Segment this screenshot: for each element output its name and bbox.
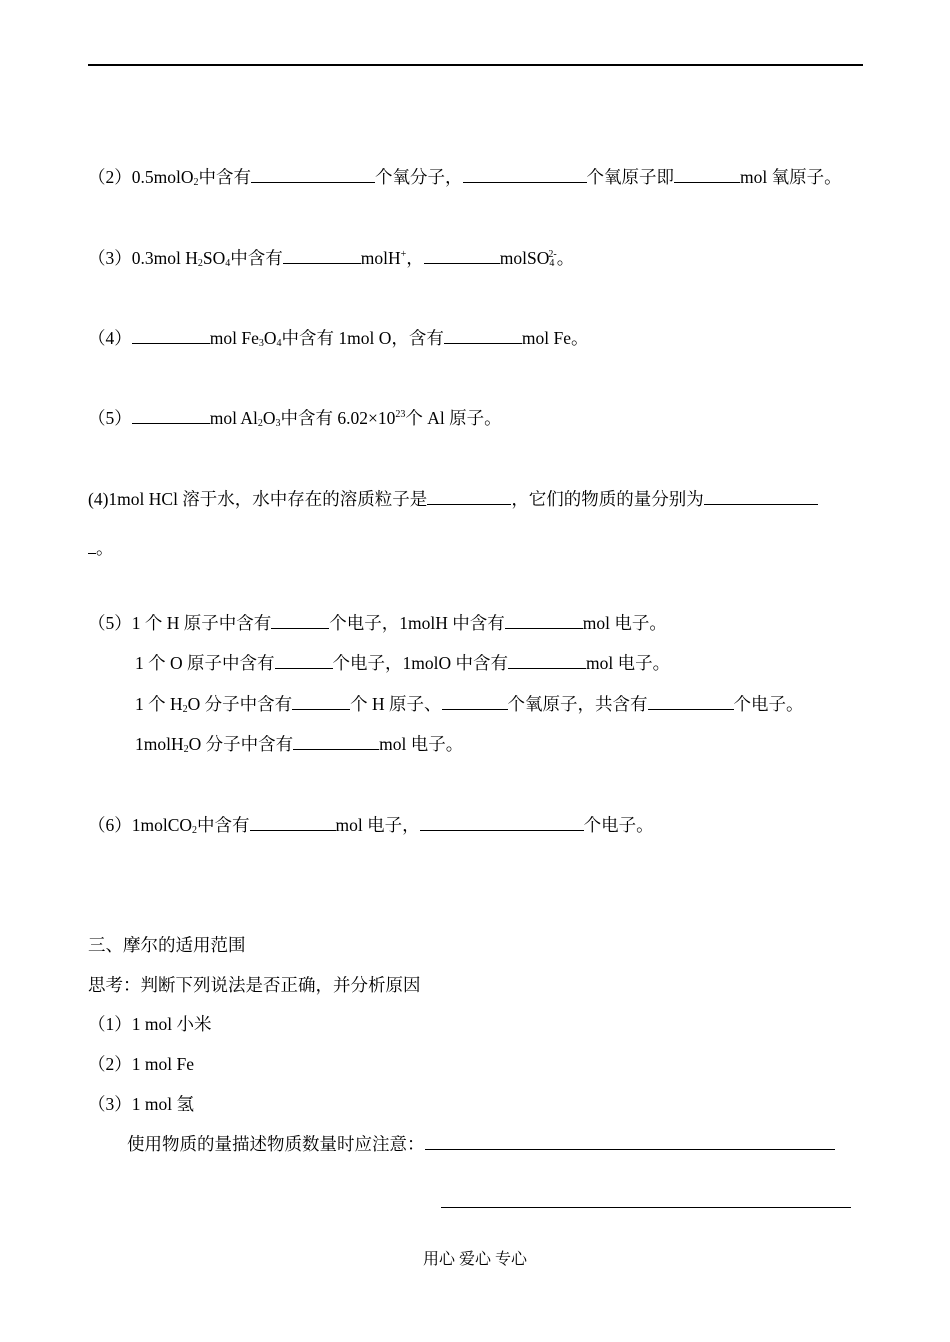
answer-blank[interactable] <box>251 168 375 183</box>
answer-blank[interactable] <box>250 816 336 831</box>
answer-blank[interactable] <box>132 409 210 424</box>
section-3-item-1: （1）1 mol 小米 <box>88 1014 212 1034</box>
answer-blank[interactable] <box>88 539 96 554</box>
answer-blank[interactable] <box>293 735 379 750</box>
answer-blank[interactable] <box>463 168 587 183</box>
question-5-electrons-line2: 1 个 O 原子中含有 个电子，1molO 中含有 mol 电子。 <box>135 653 671 673</box>
question-4: （4） mol $Fe_3O_4$中含有 1mol O，含有 mol Fe。 <box>88 328 589 349</box>
question-4-hcl-continued: 。 <box>88 536 114 560</box>
question-4-hcl: (4)1mol HCl 溶于水，水中存在的溶质粒子是 ，它们的物质的量分别为 <box>88 487 818 511</box>
section-3-item-2: （2）1 mol Fe <box>88 1054 194 1074</box>
section-3-note: 使用物质的量描述物质数量时应注意： <box>127 1132 835 1156</box>
answer-blank[interactable] <box>425 1135 835 1150</box>
answer-blank[interactable] <box>420 816 584 831</box>
answer-blank[interactable] <box>427 490 511 505</box>
question-2: （2）0.5molO$_2$中含有 个氧分子， 个氧原子即 mol 氧原子。 <box>88 167 842 188</box>
answer-blank[interactable] <box>674 168 740 183</box>
answer-blank[interactable] <box>292 695 350 710</box>
answer-blank[interactable] <box>505 614 583 629</box>
answer-blank[interactable] <box>444 329 522 344</box>
question-5-electrons-line3: 1 个 $H_2O$ 分子中含有 个 H 原子、 个氧原子，共含有 个电子。 <box>135 694 804 715</box>
answer-blank[interactable] <box>424 249 500 264</box>
answer-blank[interactable] <box>442 695 508 710</box>
answer-blank[interactable] <box>648 695 734 710</box>
answer-blank[interactable] <box>283 249 361 264</box>
question-6: （6）1molCO$_2$中含有 mol 电子， 个电子。 <box>88 815 654 836</box>
section-3-think: 思考：判断下列说法是否正确，并分析原因 <box>88 975 421 995</box>
header-rule <box>88 64 863 66</box>
answer-blank[interactable] <box>132 329 210 344</box>
answer-blank[interactable] <box>271 614 329 629</box>
question-5-electrons-line4: 1molH$_2$O 分子中含有 mol 电子。 <box>135 734 464 755</box>
section-3-item-3: （3）1 mol 氢 <box>88 1094 194 1114</box>
question-5-electrons-line1: （5）1 个 H 原子中含有 个电子，1molH 中含有 mol 电子。 <box>88 613 667 633</box>
question-5: （5） mol $Al_2O_3$中含有 $6.02\times 10^{23}$个 Al 原子。 <box>88 408 502 429</box>
answer-blank[interactable] <box>508 654 586 669</box>
answer-blank[interactable] <box>441 1193 851 1208</box>
page-footer: 用心 爱心 专心 <box>422 1251 527 1268</box>
answer-blank[interactable] <box>704 490 818 505</box>
answer-blank[interactable] <box>275 654 333 669</box>
question-3: （3）0.3mol $H_2SO_4$中含有 molH+， molSO$_4^{2-}$。 <box>88 248 575 269</box>
section-3-note-continued <box>441 1190 851 1214</box>
section-3-title: 三、摩尔的适用范围 <box>88 935 246 955</box>
